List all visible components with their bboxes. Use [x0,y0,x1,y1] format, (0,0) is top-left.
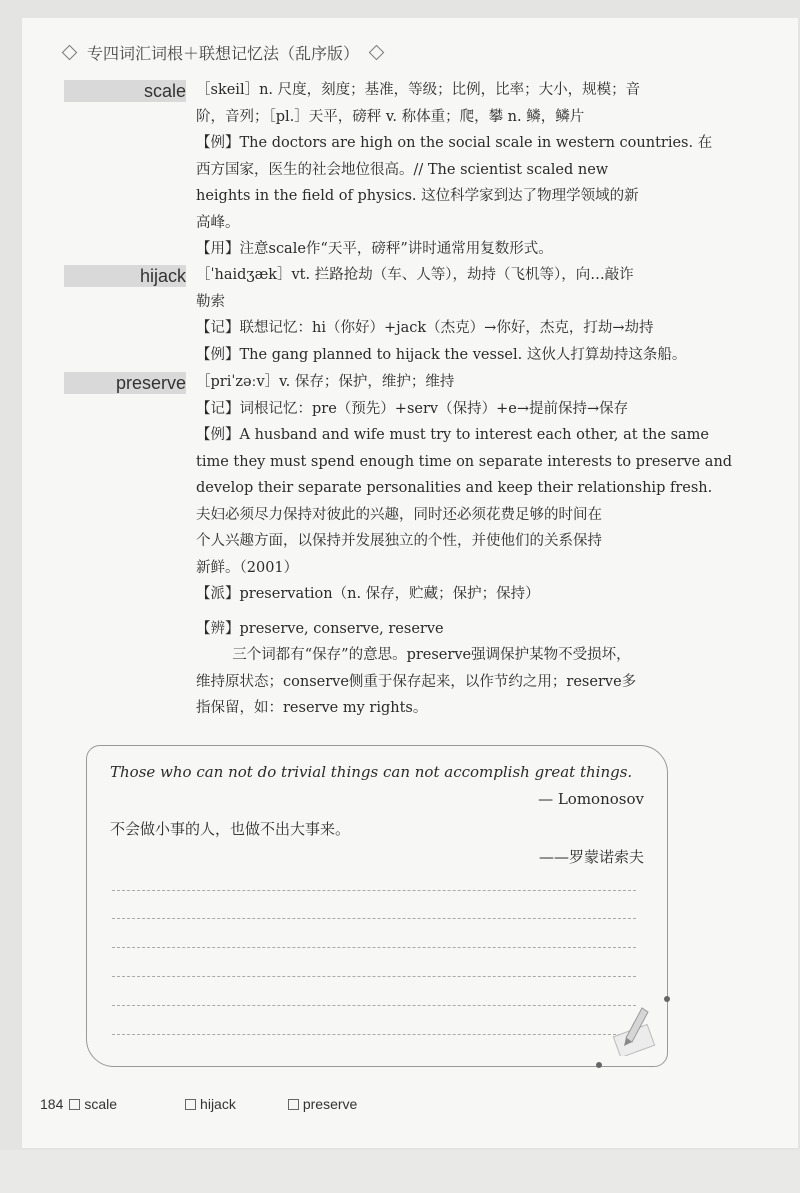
entry-line: 个人兴趣方面，以保持并发展独立的个性，并使他们的关系保持 [196,533,602,549]
entry-line: 【例】A husband and wife must try to interest each other, at the same [196,427,709,443]
entry-line: 夫妇必须尽力保持对彼此的兴趣，同时还必须花费足够的时间在 [196,506,602,523]
entry-line: 【派】preservation（n. 保存，贮藏；保护；保持） [196,586,540,602]
note-line [112,918,636,919]
entry-line: 新鲜。（2001） [196,559,299,576]
page-footer [40,1096,357,1112]
entry-line: 高峰。 [196,214,240,231]
entry-body [196,262,704,368]
footer-item-label: preserve [302,1096,358,1112]
footer-checkbox-item[interactable] [288,1096,357,1112]
headword: scale [143,81,186,101]
entry-line: 西方国家，医生的社会地位很高。// The scientist scaled new [196,161,609,178]
entry-line: heights in the field of physics. 这位科学家到达了物理学领域的新 [196,188,639,204]
page-bottom-margin [0,1150,800,1193]
quote-chinese-author: ——罗蒙诺索夫 [538,848,644,866]
note-line [112,976,636,977]
diamond-icon [62,44,78,60]
checkbox-icon[interactable] [288,1099,299,1110]
distinguish-line: 三个词都有“保存”的意思。preserve强调保护某物不受损坏， [232,647,631,663]
headword: preserve [115,373,186,393]
dot-icon [662,994,672,1004]
entry-line: 【例】The gang planned to hijack the vessel. 这伙人打算劫持这条船。 [196,346,687,363]
entry-line: develop their separate personalities and keep their relationship fresh. [196,480,713,496]
footer-item-label: hijack [200,1096,236,1112]
headword: hijack [139,266,186,286]
entry-line: time they must spend enough time on separate interests to preserve and [196,453,733,470]
distinguish-title: 【辨】preserve, conserve, reserve [196,620,444,637]
entry-line: 【记】联想记忆：hi（你好）+jack（杰克）→你好，杰克，打劫→劫持 [196,320,654,336]
note-line [112,947,636,948]
entry-line: 【用】注意scale作“天平，磅秤”讲时通常用复数形式。 [196,241,553,257]
entry-line: 【记】词根记忆：pre（预先）+serv（保持）+e→提前保持→保存 [196,400,629,417]
entry-line: 【例】The doctors are high on the social scale in western countries. 在 [196,135,713,151]
distinguish-line: 维持原状态；conserve侧重于保存起来，以作节约之用；reserve多 [196,673,637,690]
entry-line: ［priˈzəːv］v. 保存；保护，维护；维持 [196,374,455,390]
footer-checkbox-item[interactable] [185,1096,236,1112]
header-title: 专四词汇词根＋联想记忆法（乱序版） [87,43,360,63]
entry-line: 阶，音列；［pl.］天平，磅秤 v. 称体重；爬，攀 n. 鳞，鳞片 [196,108,585,125]
entry-line: ［skeil］n. 尺度，刻度；基准，等级；比例，比率；大小，规模；音 [196,82,641,98]
quote-chinese: 不会做小事的人，也做不出大事来。 [110,820,351,838]
quote-english: Those who can not do trivial things can not accomplish great things. [110,763,633,781]
page-number: 184 [40,1096,64,1112]
footer-checkbox-item[interactable] [69,1096,117,1112]
entry-line: 勒索 [196,293,225,310]
pencil-icon [612,1000,658,1056]
footer-item-label: scale [84,1096,118,1112]
entry-body [196,77,713,263]
quote-english-author: — Lomonosov [538,790,644,808]
checkbox-icon[interactable] [69,1099,80,1110]
note-line [112,890,636,891]
diamond-icon [369,44,385,60]
entry-line: ［ˈhaidʒæk］vt. 拦路抢劫（车、人等），劫持（飞机等），向…敲诈 [196,267,634,283]
note-line [112,1034,636,1035]
dot-icon [594,1060,604,1070]
running-header [60,40,386,64]
entry-body [196,369,733,722]
note-line [112,1005,636,1006]
distinguish-line: 指保留，如：reserve my rights。 [196,700,428,716]
checkbox-icon[interactable] [185,1099,196,1110]
